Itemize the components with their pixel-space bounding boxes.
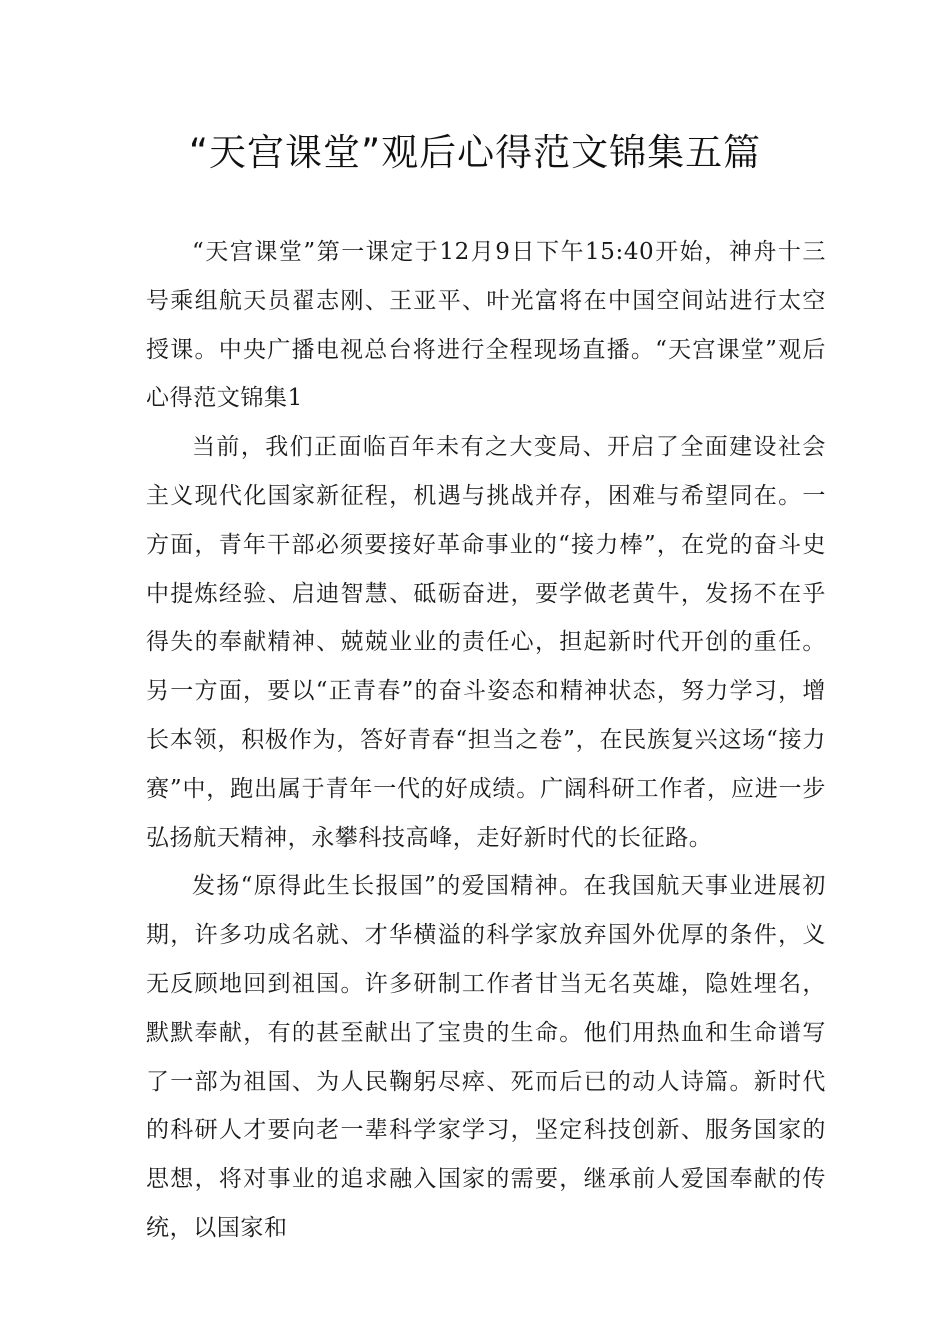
document-title: “天宫课堂”观后心得范文锦集五篇 — [188, 131, 762, 174]
paragraph-patriotic-spirit: 发扬“原得此生长报国”的爱国精神。在我国航天事业进展初期，许多功成名就、才华横溢的科学家放弃国外优厚的条件，义无反顾地回到祖国。许多研制工作者甘当无名英雄，隐姓埋名，默默奉献，有的甚至献出了宝贵的生命。他们用热血和生命谱写了一部为祖国、为人民鞠躬尽瘁、死而后已的动人诗篇。新时代的科研人才要向老一辈科学家学习，坚定科技创新、服务国家的思想，将对事业的追求融入国家的需要，继承前人爱国奉献的传统，以国家和 — [146, 873, 826, 1241]
paragraph-current-situation: 当前，我们正面临百年未有之大变局、开启了全面建设社会主义现代化国家新征程，机遇与挑战并存，困难与希望同在。一方面，青年干部必须要接好革命事业的“接力棒”，在党的奋斗史中提炼经验、启迪智慧、砥砺奋进，要学做老黄牛，发扬不在乎得失的奉献精神、兢兢业业的责任心，担起新时代开创的重任。另一方面，要以“正青春”的奋斗姿态和精神状态，努力学习，增长本领，积极作为，答好青春“担当之卷”，在民族复兴这场“接力赛”中，跑出属于青年一代的好成绩。广阔科研工作者，应进一步弘扬航天精神，永攀科技高峰，走好新时代的长征路。 — [146, 434, 826, 851]
paragraph-intro: “天宫课堂”第一课定于12月9日下午15:40开始，神舟十三号乘组航天员翟志刚、王亚平、叶光富将在中国空间站进行太空授课。中央广播电视总台将进行全程现场直播。“天宫课堂”观后心得范文锦集1 — [146, 239, 826, 412]
document-body — [146, 228, 826, 1253]
